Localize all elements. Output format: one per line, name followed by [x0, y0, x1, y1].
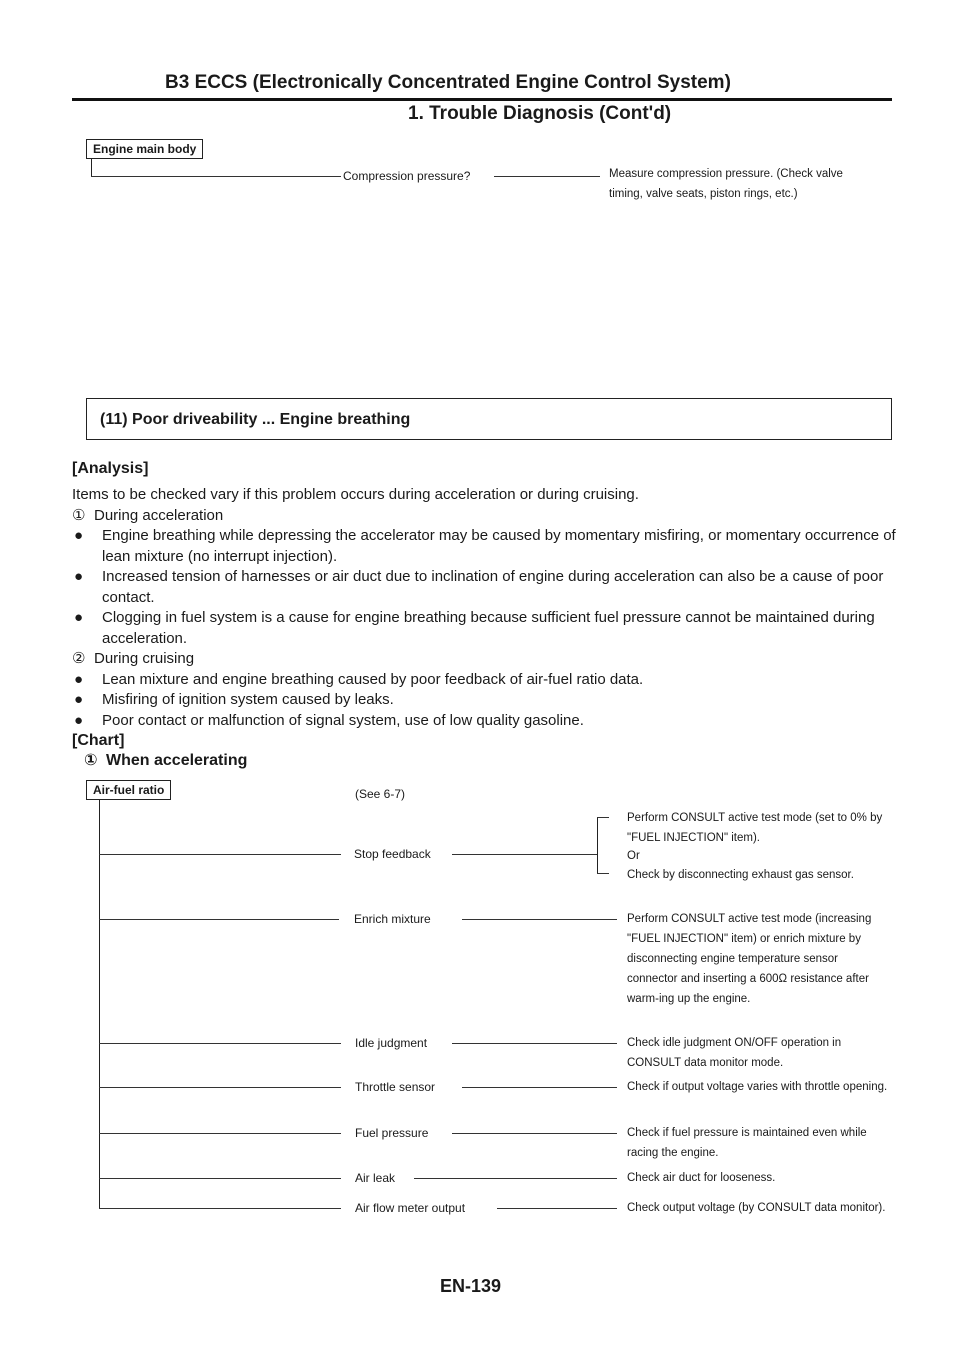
circled-one: ①: [72, 506, 86, 524]
air-leak-action: Check air duct for looseness.: [627, 1172, 776, 1184]
throttle-sensor-item: Throttle sensor: [355, 1080, 436, 1094]
list-item: ● Engine breathing while depressing the accelerator may be caused by momentary misfiring, or momentary occurrence of lean mixture (no interrupt injection).: [74, 527, 896, 565]
flow-connector: [99, 919, 339, 920]
list-item: ● Misfiring of ignition system caused by leaks.: [72, 690, 902, 711]
or-label: Or: [627, 850, 640, 862]
cruise-subheading-text: During cruising: [94, 650, 195, 667]
air-fuel-ratio-box: Air-fuel ratio: [86, 780, 171, 800]
analysis-body: [72, 485, 902, 752]
page-header-title: B3 ECCS (Electronically Concentrated Engine Control System): [165, 72, 731, 93]
air-flow-meter-action: Check output voltage (by CONSULT data monitor).: [627, 1202, 886, 1214]
flow-connector: [99, 1178, 341, 1179]
circled-one: ①: [84, 752, 98, 769]
when-accelerating-text: When accelerating: [106, 752, 248, 769]
flow-connector: [494, 176, 600, 177]
bullet-icon: ●: [74, 691, 84, 708]
list-item: ● Clogging in fuel system is a cause for engine breathing because sufficient fuel pressure cannot be maintained during acceleration.: [74, 609, 875, 647]
page-subtitle: 1. Trouble Diagnosis (Cont'd): [408, 103, 672, 124]
flow-connector: [91, 176, 341, 177]
enrich-mixture-item: Enrich mixture: [354, 912, 431, 926]
air-leak-item: Air leak: [355, 1171, 396, 1185]
flow-connector: [497, 1208, 617, 1209]
flow-connector: [452, 1133, 617, 1134]
chart-trunk-line: [99, 799, 100, 1208]
engine-main-body-box: Engine main body: [86, 139, 203, 159]
bullet-icon: ●: [74, 527, 84, 544]
compression-pressure-item: Compression pressure?: [343, 169, 471, 183]
idle-judgment-item: Idle judgment: [355, 1036, 428, 1050]
page-number: EN-139: [440, 1276, 502, 1296]
flow-connector: [91, 158, 92, 176]
cruise-subheading: [72, 649, 902, 670]
header-rule: [72, 98, 892, 101]
enrich-mixture-action: Perform CONSULT active test mode (increasing "FUEL INJECTION" item) or enrich mixture by disconnecting engine temperature sensor connector and inserting a 600Ω resistance after warm-ing up the engine.: [627, 913, 872, 1005]
throttle-sensor-action: Check if output voltage varies with throttle opening.: [627, 1081, 888, 1093]
bullet-icon: ●: [74, 711, 84, 729]
bracket-line: [597, 817, 598, 873]
bullet-icon: ●: [74, 609, 84, 626]
see-reference: (See 6-7): [355, 787, 406, 801]
bracket-bottom: [597, 873, 609, 874]
section-title: (11) Poor driveability ... Engine breathing: [100, 411, 411, 428]
stop-feedback-alt-action: Check by disconnecting exhaust gas sensor.: [627, 869, 854, 881]
analysis-intro: Items to be checked vary if this problem occurs during acceleration or during cruising.: [72, 486, 639, 503]
idle-judgment-action: Check idle judgment ON/OFF operation in CONSULT data monitor mode.: [627, 1037, 842, 1069]
accel-subheading: [72, 506, 902, 527]
flow-connector: [462, 919, 617, 920]
compression-action: Measure compression pressure. (Check valve timing, valve seats, piston rings, etc.): [609, 168, 843, 200]
flow-connector: [99, 1208, 341, 1209]
flow-connector: [99, 1043, 341, 1044]
fuel-pressure-action: Check if fuel pressure is maintained even while racing the engine.: [627, 1127, 867, 1159]
bracket-top: [597, 817, 609, 818]
fuel-pressure-item: Fuel pressure: [355, 1126, 429, 1140]
when-accelerating-heading: [84, 750, 247, 770]
analysis-heading: [Analysis]: [72, 460, 149, 477]
flow-connector: [462, 1087, 617, 1088]
accel-subheading-text: During acceleration: [94, 506, 224, 524]
flow-connector: [452, 1043, 617, 1044]
air-flow-meter-item: Air flow meter output: [355, 1201, 466, 1215]
flow-connector: [99, 854, 341, 855]
stop-feedback-item: Stop feedback: [354, 847, 431, 861]
list-item: ● Lean mixture and engine breathing caused by poor feedback of air-fuel ratio data.: [72, 670, 902, 691]
bullet-icon: ●: [74, 568, 84, 585]
list-item: ● Poor contact or malfunction of signal system, use of low quality gasoline.: [72, 711, 902, 732]
flow-connector: [99, 1133, 341, 1134]
flow-connector: [99, 1087, 341, 1088]
list-item: ● Increased tension of harnesses or air duct due to inclination of engine during acceleration can also be a cause of poor contact.: [74, 568, 884, 606]
circled-two: ②: [72, 650, 86, 667]
chart-heading: [Chart]: [72, 732, 125, 749]
stop-feedback-action: Perform CONSULT active test mode (set to 0% by "FUEL INJECTION" item).: [627, 812, 883, 844]
bullet-icon: ●: [74, 670, 84, 688]
flow-connector: [414, 1178, 617, 1179]
flow-connector: [452, 854, 597, 855]
